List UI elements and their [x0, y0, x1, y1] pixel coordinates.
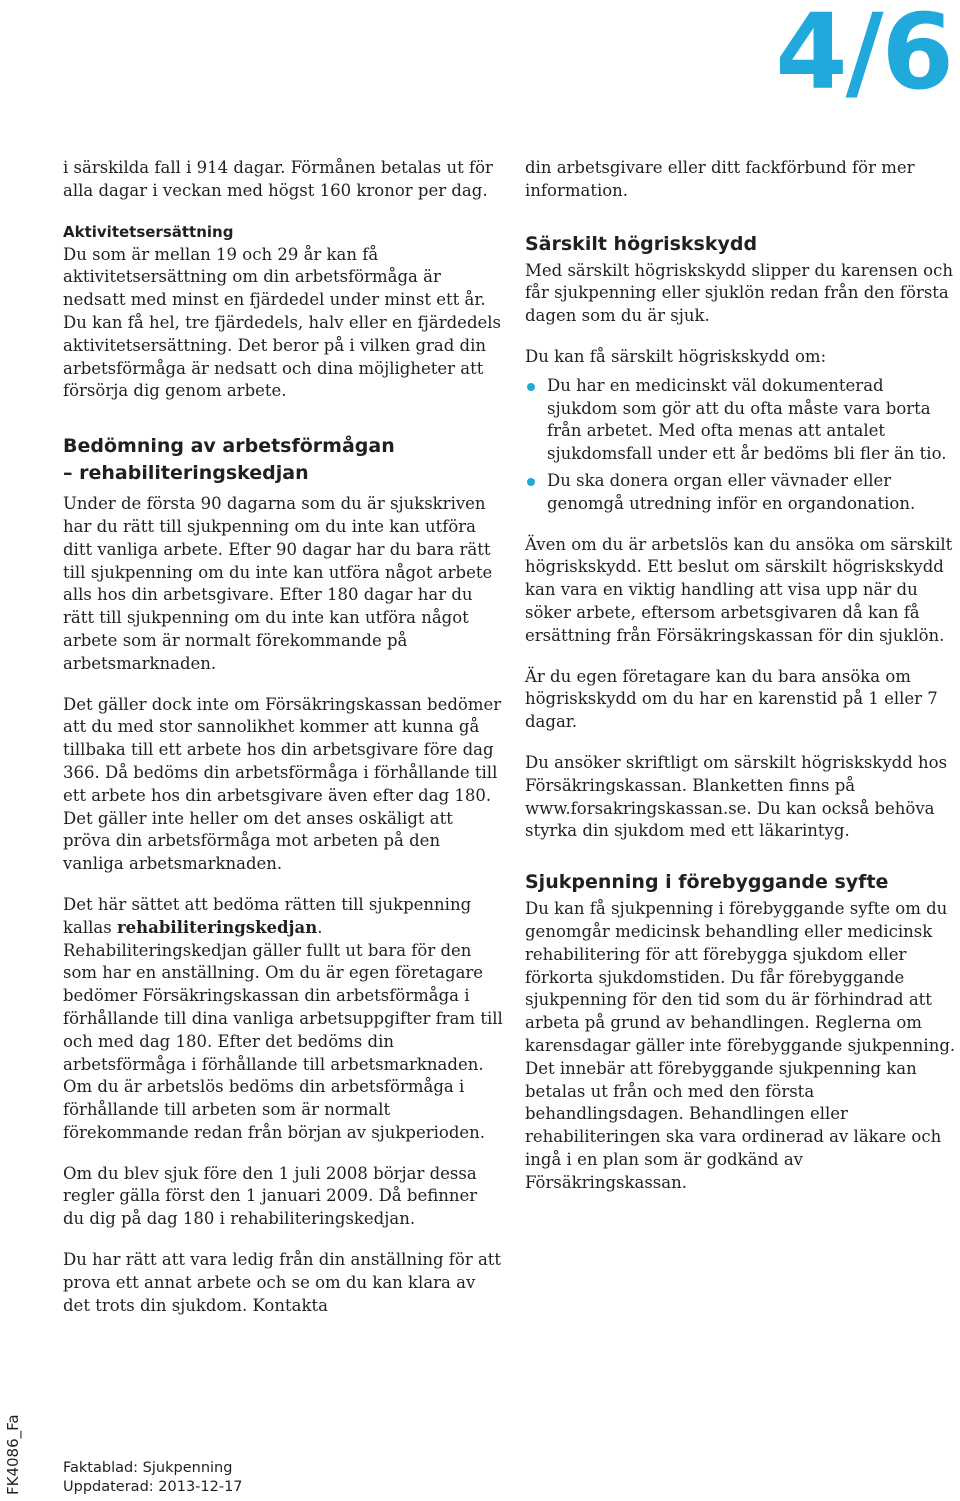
list-item: [525, 470, 957, 516]
list-item-text: Du har en medicinskt väl dokumenterad sjukdom som gör att du ofta måste vara borta från arbetet. Med ofta menas att antalet sjukdomsfall under ett år bedöms bli fler än tio.: [547, 375, 947, 464]
bedomning-paragraph-3: [63, 894, 503, 1145]
list-item: [525, 375, 957, 466]
bedomning-paragraph-4: Om du blev sjuk före den 1 juli 2008 börjar dessa regler gälla först den 1 januari 2009. Då befinner du dig på dag 180 i rehabiliteringskedjan.: [63, 1163, 478, 1229]
footer: [63, 1459, 243, 1497]
left-column: [63, 157, 503, 1335]
p3-after: . Rehabiliteringskedjan gäller fullt ut bara för den som har en anställning. Om du är egen företagare bedömer Försäkringskassan din arbetsförmåga i förhållande till dina vanliga arbetsuppgifter fram till och med dag 180. Efter det bedöms din arbetsförmåga i förhållande till arbetsmarknaden. Om du är arbetslös bedöms din arbetsförmåga i förhållande till arbeten som är normalt förekommande redan från början av sjukperioden.: [63, 917, 503, 1142]
bedomning-paragraph-1: Under de första 90 dagarna som du är sjukskriven har du rätt till sjukpenning om du inte kan utföra ditt vanliga arbete. Efter 90 dagar har du bara rätt till sjukpenning om du inte kan utföra något arbete alls hos din arbetsgivare. Efter 180 dagar har du rätt till sjukpenning om du inte kan utföra något arbete som är normalt förekommande på arbetsmarknaden.: [63, 494, 493, 673]
page-number: 4/6: [775, 0, 952, 113]
forebygg-heading: Sjukpenning i förebyggande syfte: [525, 871, 889, 894]
bedomning-heading-line2: – rehabiliteringskedjan: [63, 462, 309, 485]
right-column: [525, 157, 957, 1212]
forebygg-paragraph: Du kan få sjukpenning i förebyggande syfte om du genomgår medicinsk behandling eller medicinsk rehabilitering för att förebygga sjukdom eller förkorta sjukdomstiden. Du får förebyggande sjukpenning för den tid som du är förhindrad att arbeta på grund av behandlingen. Reglerna om karensdagar gäller inte förebyggande sjukpenning. Det innebär att förebyggande sjukpenning kan betalas ut från och med den första behandlingsdagen. Behandlingen eller rehabiliteringen ska vara ordinerad av läkare och ingå i en plan som är godkänd av Försäkringskassan.: [525, 899, 956, 1192]
aktivitet-text: Du som är mellan 19 och 29 år kan få aktivitetsersättning om din arbetsförmåga är nedsatt med minst en fjärdedel under minst ett år. Du kan få hel, tre fjärdedels, halv eller en fjärdedels aktivitetsersättning. Det beror på i vilken grad din arbetsförmåga är nedsatt och dina möjligheter att försörja dig genom arbete.: [63, 244, 502, 401]
bedomning-paragraph-2: Det gäller dock inte om Försäkringskassan bedömer att du med stor sannolikhet kommer att kunna gå tillbaka till ett arbete hos din arbetsgivare före dag 366. Då bedöms din arbetsförmåga i förhållande till ett arbete hos din arbetsgivare även efter dag 180. Det gäller inte heller om det anses oskäligt att pröva din arbetsförmåga mot arbeten på den vanliga arbetsmarknaden.: [63, 694, 502, 874]
hogrisk-paragraph-3: Även om du är arbetslös kan du ansöka om särskilt högriskskydd. Ett beslut om särskilt högriskskydd kan vara en viktig handling att visa upp när du söker arbete, eftersom arbetsgivaren då kan få ersättning från Försäkringskassan för din sjuklön.: [525, 534, 953, 645]
document-code: FK4086_Fa: [4, 1414, 22, 1495]
list-item-text: Du ska donera organ eller vävnader eller genomgå utredning inför en organdonation.: [547, 470, 916, 513]
footer-updated: Uppdaterad: 2013-12-17: [63, 1479, 243, 1495]
bullet-icon: [527, 478, 535, 486]
footer-title: Faktablad: Sjukpenning: [63, 1460, 233, 1476]
hogrisk-paragraph-1: Med särskilt högriskskydd slipper du karensen och får sjukpenning eller sjuklön redan från den första dagen som du är sjuk.: [525, 260, 953, 326]
hogrisk-heading: Särskilt högriskskydd: [525, 232, 758, 255]
bedomning-heading: [63, 433, 503, 487]
bullet-icon: [527, 383, 535, 391]
hogrisk-paragraph-4: Är du egen företagare kan du bara ansöka om högriskskydd om du har en karenstid på 1 eller 7 dagar.: [525, 666, 938, 732]
hogrisk-bullet-list: [525, 375, 957, 516]
intro-text: i särskilda fall i 914 dagar. Förmånen betalas ut för alla dagar i veckan med högst 160 kronor per dag.: [63, 158, 493, 200]
aktivitet-heading: Aktivitetsersättning: [63, 222, 234, 241]
continued-text: din arbetsgivare eller ditt fackförbund för mer information.: [525, 158, 915, 200]
p3-before: Det här sättet att bedöma rätten till sjukpenning kallas: [63, 894, 472, 937]
rehabiliteringskedjan-term: rehabiliteringskedjan: [116, 917, 318, 937]
bedomning-paragraph-5: Du har rätt att vara ledig från din anställning för att prova ett annat arbete och se om du kan klara av det trots din sjukdom. Kontakta: [63, 1250, 502, 1315]
bedomning-heading-line1: Bedömning av arbetsförmågan: [63, 435, 395, 458]
hogrisk-paragraph-2: Du kan få särskilt högriskskydd om:: [525, 346, 827, 366]
hogrisk-paragraph-5: Du ansöker skriftligt om särskilt högriskskydd hos Försäkringskassan. Blanketten finns på www.forsakringskassan.se. Du kan också behöva styrka din sjukdom med ett läkarintyg.: [525, 752, 948, 841]
